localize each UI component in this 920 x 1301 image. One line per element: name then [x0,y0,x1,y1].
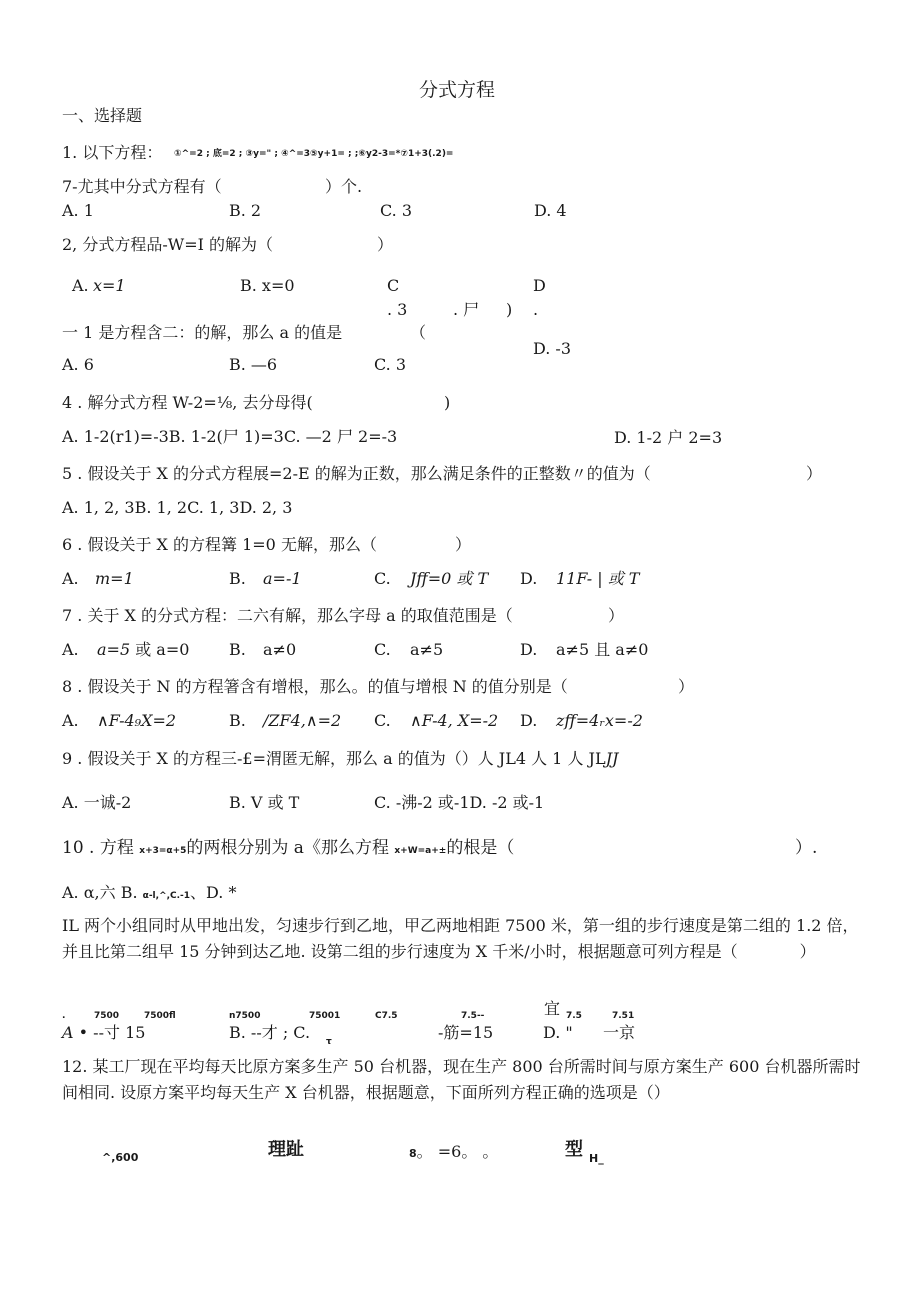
q10-part-3: 的根是（ [446,838,515,858]
section-heading: 一、选择题 [62,106,143,125]
q10-option-d: 、D. * [190,883,237,902]
q7-option-b: B. [229,640,246,659]
q7-text: 7 . 关于 X 的分式方程：二六有解，那么字母 a 的取值范围是（ [62,606,513,625]
q11-text-body: IL 两个小组同时从甲地出发，匀速步行到乙地，甲乙两地相距 7500 米，第一组的步行速度是第二组的 1.2 倍，并且比第二组早 15 分钟到达乙地. 设第二组的步行速度为 X 千米/小时，根据题意可列方程是（ [62,916,859,961]
q11-frag-6: 7.5-- [461,1011,485,1021]
q7-option-a-value [97,640,189,660]
q12-frag-3 [409,1142,498,1164]
q5-close: ） [806,464,823,483]
q10-option-bc: α-l,^,C.-1 [142,891,191,901]
q6-option-b: B. [229,569,246,588]
q11-option-a-text: • --寸 15 [73,1023,146,1042]
q2-close: ） [377,235,394,254]
q11-frag-3: n7500 [229,1011,261,1021]
q4-options-abc: A. 1-2(r1)=-3B. 1-2(尸 1)=3C. —2 尸 2=-3 [62,427,398,446]
q8-option-c: C. [374,711,391,730]
q11-option-a [62,1023,145,1043]
q6-option-a: A. [62,569,79,588]
q12-frag-2: 理趾 [268,1139,304,1160]
q1-option-b: B. 2 [229,201,262,220]
q2-option-c: C [387,276,400,295]
q12-frag-4: 型 [565,1139,583,1160]
q7-option-a: A. [62,640,79,659]
q10-option-ab: A. α,六 B. [62,883,143,902]
q11-close: ） [799,942,816,961]
q2-option-a: A. [72,276,89,295]
q5-options: A. 1, 2, 3B. 1, 2C. 1, 3D. 2, 3 [62,498,293,517]
q3-option-d: D. -3 [533,339,572,358]
q6-option-b-value: a=-1 [263,569,302,588]
page-title: 分式方程 [419,79,496,101]
q8-option-a-value: ∧F-4₉X=2 [97,711,177,730]
q2-text: 2, 分式方程品-W=I 的解为（ [62,235,274,254]
q6-option-c-value: Jff=0 或 T [410,569,489,588]
q9-text-main: 9 . 假设关于 X 的方程三-£=渭匿无解，那么 a 的值为（）人 JL4 人 1 人 JL [62,749,606,768]
q11-frag-5: C7.5 [375,1011,398,1021]
q10-number: 10 [62,838,84,858]
q4-option-d: D. 1-2 户 2=3 [614,428,723,447]
q12-frag-1: ^,600 [102,1151,139,1164]
q6-option-d-value: 11F- | 或 T [556,569,640,588]
q9-text [62,749,618,769]
q9-option-b: B. V 或 T [229,793,300,812]
q12-frag-3-rest: 。 =6。 。 [416,1142,499,1161]
q6-close: ） [455,535,472,554]
q7-option-a-eq: a=5 [97,640,131,659]
q11-option-d-text: 一京 [603,1023,636,1042]
q3-text: 一 1 是方程含二：的解，那么 a 的值是 [62,323,343,342]
q8-option-c-value: ∧F-4, X=-2 [410,711,499,730]
q10-close: ）. [795,838,818,858]
q11-frag-7: 7.5 [566,1011,582,1021]
q2-fragment-2: . 尸 [453,300,480,319]
q7-option-c: C. [374,640,391,659]
q2-fragment-3: ) [506,300,513,319]
q11-option-c-text: -筋=15 [438,1023,494,1042]
q1-line2: 7-尤其中分式方程有（ [62,177,222,196]
q11-frag-yi: 宜 [544,999,561,1018]
q10-formula-2: x+W=a+± [394,846,447,856]
q8-option-b-value: ∕ZF4,∧=2 [263,711,342,730]
q2-fragment-4: . [533,300,539,319]
q1-formula: ①^=2 ; 底=2 ; ③y=" ; ④^=3⑤y+1= ; ;⑥y2-3=*⑦1+3(.2)= [174,149,454,159]
q10-text [62,838,514,861]
q6-option-d: D. [520,569,538,588]
q9-text-tail: JJ [605,749,619,768]
q1-prefix: 1. 以下方程： [62,143,163,162]
q8-option-a: A. [62,711,79,730]
q11-option-a-letter: A [62,1023,74,1042]
q1-option-d: D. 4 [534,201,567,220]
q6-option-a-value: m=1 [95,569,134,588]
q7-option-b-value: a≠0 [263,640,297,659]
q6-option-c: C. [374,569,391,588]
q6-text: 6 . 假设关于 X 的方程篝 1=0 无解，那么（ [62,535,377,554]
q9-option-a: A. 一诚-2 [62,793,132,812]
q2-option-b: B. x=0 [240,276,295,295]
q7-close: ） [608,606,625,625]
q11-option-c-tau: τ [326,1037,332,1047]
q8-option-b: B. [229,711,246,730]
q7-option-c-value: a≠5 [410,640,444,659]
q2-option-a-value: x=1 [93,276,126,295]
q11-option-bc: B. --才 ; C. [229,1023,311,1042]
q9-options-cd: C. -沸-2 或-1D. -2 或-1 [374,793,545,812]
q8-option-d-value: zff=4ᵣx=-2 [556,711,643,730]
q3-option-b: B. —6 [229,355,278,374]
q11-frag-4: 75001 [309,1011,341,1021]
q11-frag-2: 7500fl [144,1011,176,1021]
q10-formula-1: x+3=α+5 [139,846,187,856]
q11-frag-8: 7.51 [612,1011,635,1021]
q4-text: 4 . 解分式方程 W-2=⅛, 去分母得( [62,393,313,412]
q8-close: ） [678,677,695,696]
q1-option-c: C. 3 [380,201,413,220]
q11-frag-1: 7500 [94,1011,120,1021]
q8-text: 8 . 假设关于 N 的方程箸含有增根，那么。的值与增根 N 的值分别是（ [62,677,568,696]
q8-option-d: D. [520,711,538,730]
q7-option-d: D. [520,640,538,659]
q4-close: ) [444,393,451,412]
q2-fragment-1: . 3 [387,300,408,319]
q12-frag-4-sub: H_ [589,1152,604,1165]
q1-option-a: A. 1 [62,201,94,220]
q3-option-a: A. 6 [62,355,94,374]
q2-option-d: D [533,276,546,295]
q11-frag-dot: . [62,1011,66,1021]
q10-options [62,883,236,906]
q1-close: ）个. [325,177,363,196]
q12-text: 12. 某工厂现在平均每天比原方案多生产 50 台机器，现在生产 800 台所需时间与原方案生产 600 台机器所需时间相同. 设原方案平均每天生产 X 台机器，根据题意，下面所列方程正确的选项是（） [62,1057,861,1102]
q10-part-1: . 方程 [83,838,134,858]
q7-option-d-value: a≠5 且 a≠0 [556,640,649,659]
q3-paren: （ [410,323,427,342]
q3-option-c: C. 3 [374,355,407,374]
q5-text: 5 . 假设关于 X 的分式方程展=2-E 的解为正数，那么满足条件的正整数〃的值为（ [62,464,651,483]
q12-frag-3-num: 8 [409,1147,417,1160]
q11-text [62,913,862,965]
q7-option-a-rest: 或 a=0 [130,640,190,659]
q11-option-d: D. " [543,1023,573,1042]
q10-part-2: 的两根分别为 a《那么方程 [186,838,389,858]
